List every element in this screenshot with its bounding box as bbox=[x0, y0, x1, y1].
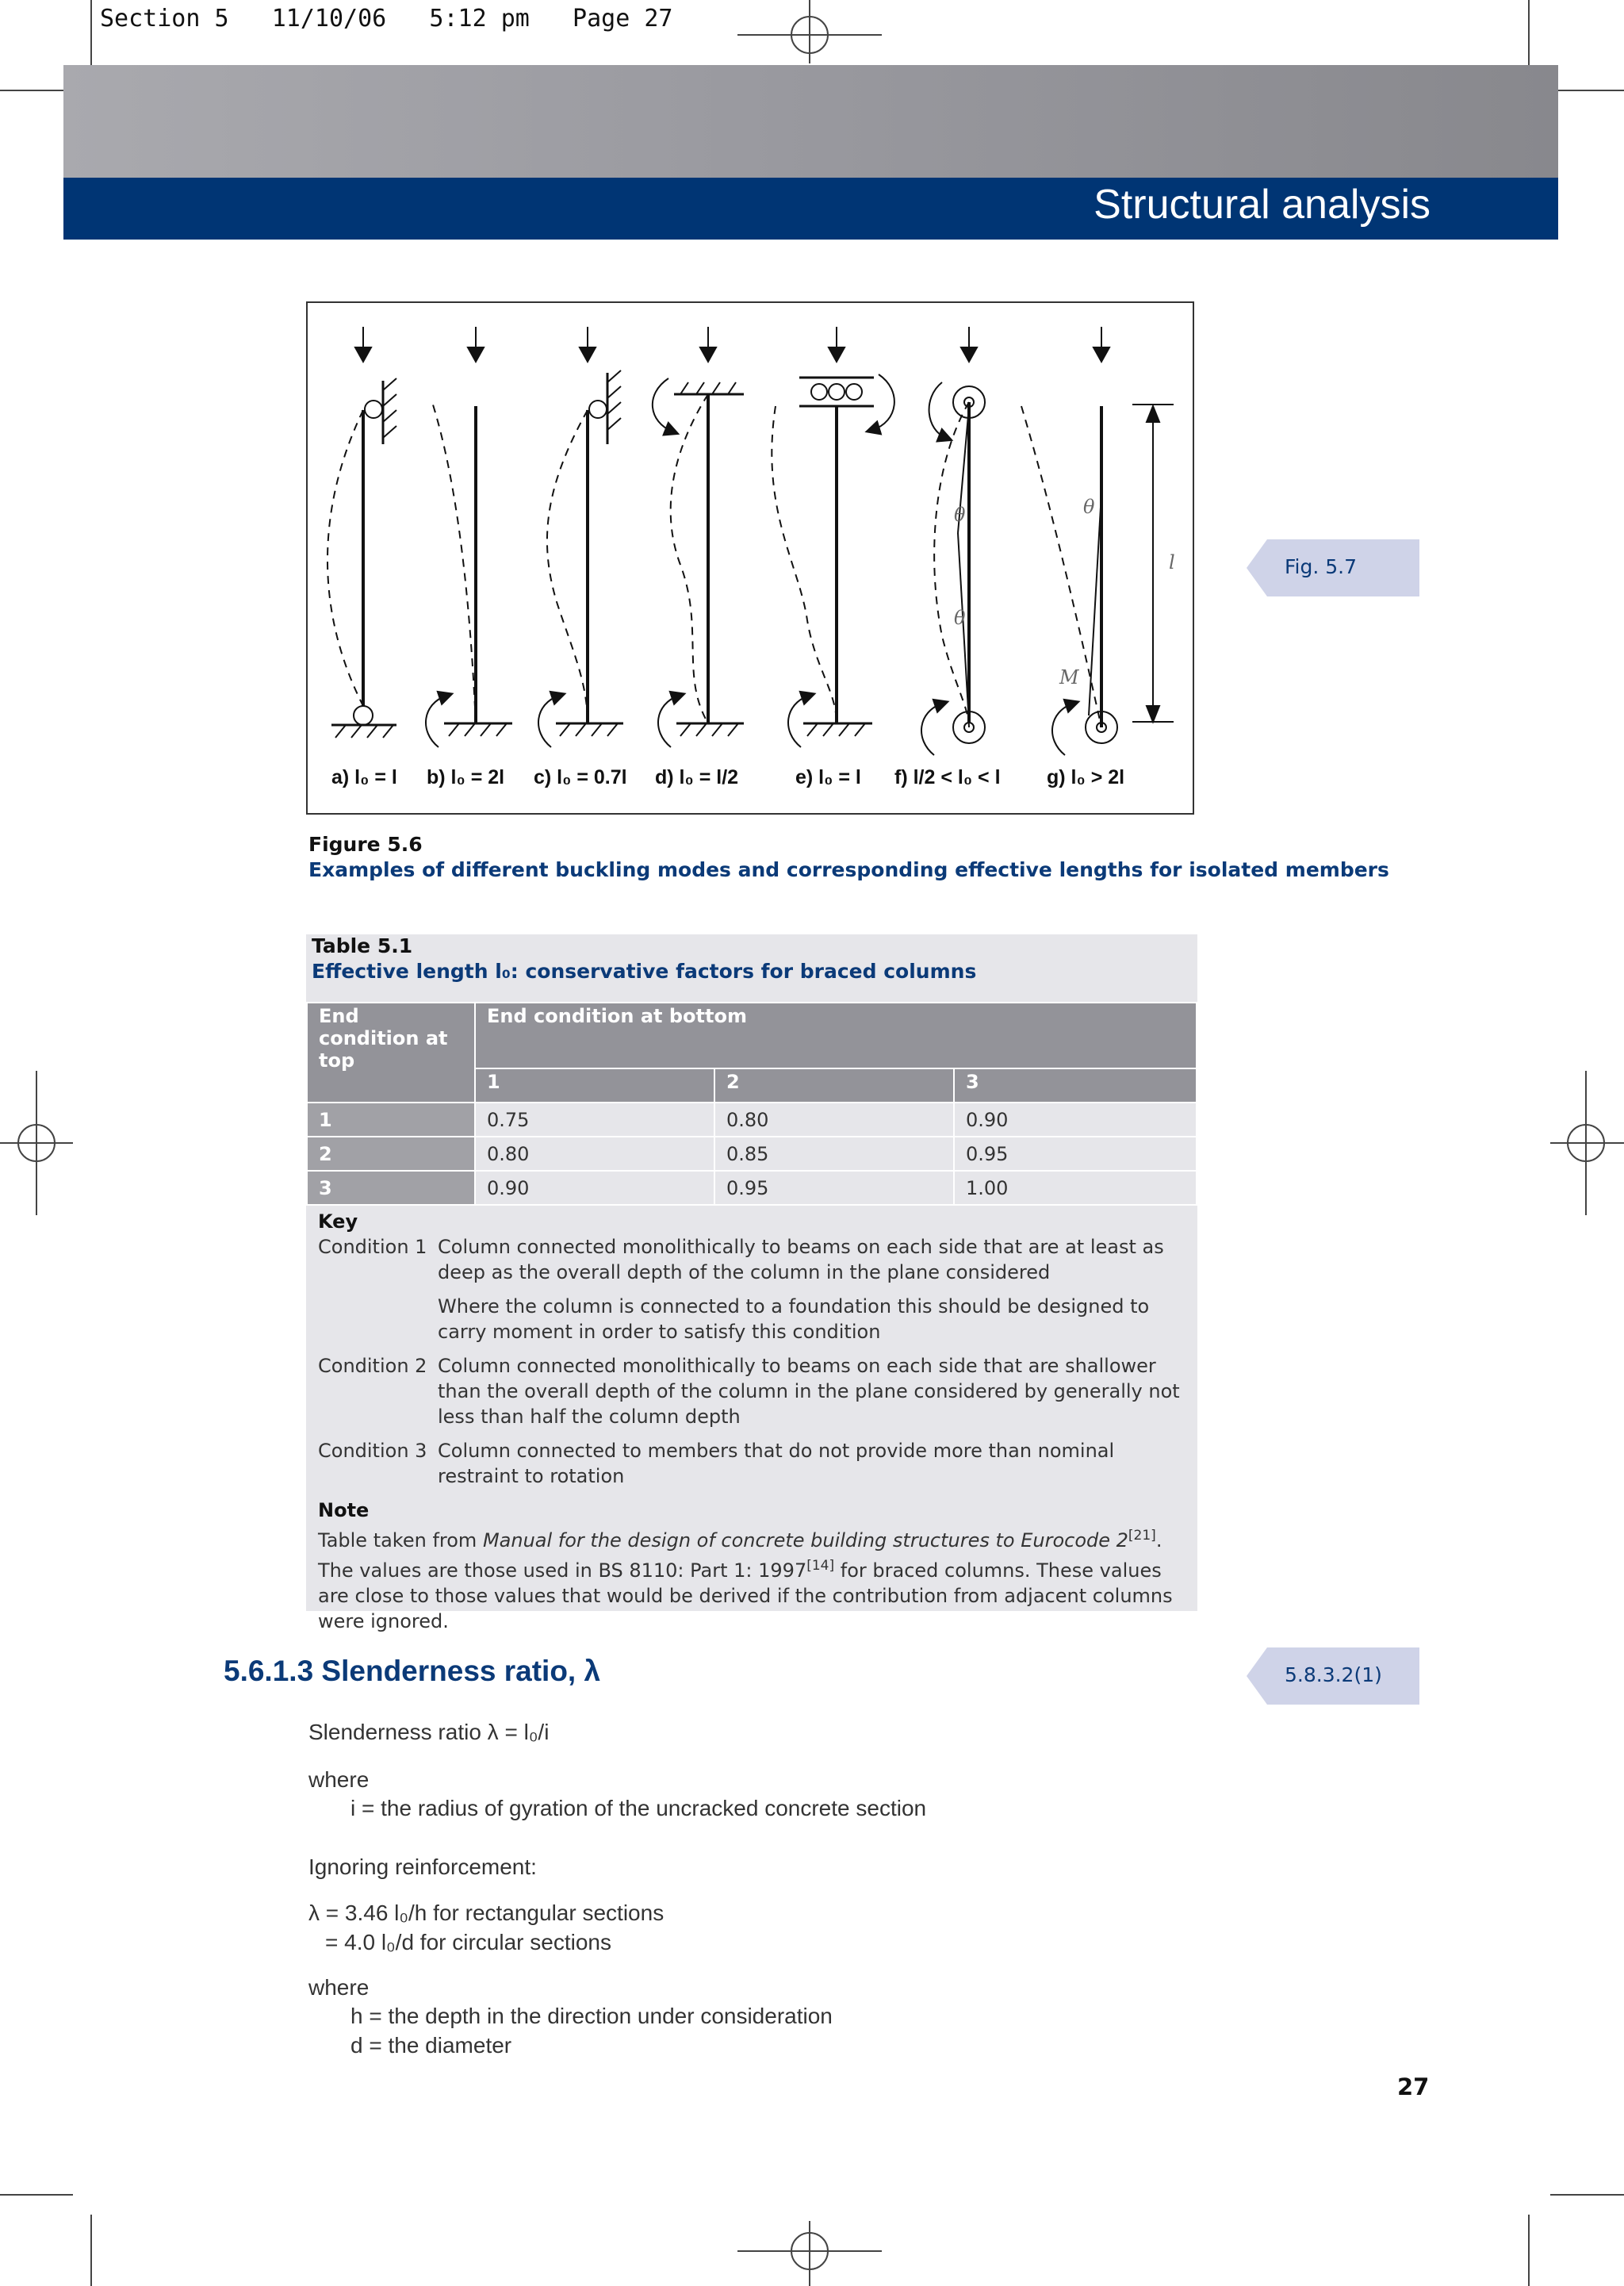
group-header: End condition at bottom bbox=[475, 1003, 1197, 1068]
where-label: where bbox=[308, 1767, 370, 1792]
chapter-title: Structural analysis bbox=[1094, 182, 1431, 228]
table-cell: 0.85 bbox=[714, 1137, 954, 1171]
table-row bbox=[307, 1137, 1197, 1171]
clause-ref-tag bbox=[1267, 1647, 1419, 1705]
column-d bbox=[653, 378, 744, 747]
section-heading: 5.6.1.3 Slenderness ratio, λ bbox=[224, 1655, 601, 1687]
table-cell: 0.75 bbox=[475, 1103, 714, 1137]
column-a bbox=[327, 378, 396, 738]
definition-d: d = the diameter bbox=[350, 2033, 512, 2058]
ignoring-reinforcement: Ignoring reinforcement: bbox=[308, 1854, 537, 1879]
row-header: 1 bbox=[307, 1103, 475, 1137]
figure-ref-tag bbox=[1267, 539, 1419, 596]
definition-h: h = the depth in the direction under consideration bbox=[350, 2004, 833, 2028]
equation-rectangular: λ = 3.46 l₀/h for rectangular sections bbox=[308, 1901, 665, 1925]
key-term: Condition 1 bbox=[318, 1236, 427, 1258]
key-definition: Column connected to members that do not provide more than nominal restraint to rotation bbox=[438, 1440, 1115, 1487]
table-title: Effective length l₀: conservative factors for braced columns bbox=[312, 960, 977, 983]
note-heading: Note bbox=[318, 1499, 370, 1521]
figure-ref-text: Fig. 5.7 bbox=[1285, 555, 1358, 578]
clause-ref-text: 5.8.3.2(1) bbox=[1285, 1663, 1382, 1686]
theta-label: θ bbox=[954, 607, 966, 629]
col-header: 1 bbox=[475, 1068, 714, 1103]
figure-label-a: a) l₀ = l bbox=[331, 766, 397, 788]
page-number: 27 bbox=[1397, 2073, 1430, 2100]
column-e bbox=[772, 374, 894, 747]
tag-arrow bbox=[1247, 1647, 1267, 1705]
key-definition: Column connected monolithically to beams on each side that are at least as deep as the overall depth of the column in the plane considered bbox=[438, 1236, 1164, 1283]
length-label: l bbox=[1169, 551, 1175, 573]
corner-header: End condition at top bbox=[307, 1003, 475, 1103]
row-header: 2 bbox=[307, 1137, 475, 1171]
figure-caption-number: Figure 5.6 bbox=[308, 833, 423, 856]
theta-label: θ bbox=[1083, 496, 1095, 518]
figure-label-c: c) l₀ = 0.7l bbox=[534, 766, 627, 788]
table-cell: 0.80 bbox=[475, 1137, 714, 1171]
col-header: 3 bbox=[954, 1068, 1197, 1103]
table-cell: 1.00 bbox=[954, 1171, 1197, 1205]
table-cell: 0.80 bbox=[714, 1103, 954, 1137]
key-definition: Column connected monolithically to beams on each side that are shallower than the overall depth of the column in the plane considered by generally not less than half the column depth bbox=[438, 1355, 1180, 1428]
definition-i: i = the radius of gyration of the uncracked concrete section bbox=[350, 1796, 927, 1820]
figure-label-f: f) l/2 < l₀ < l bbox=[894, 766, 1001, 788]
print-slug: Section 5 11/10/06 5:12 pm Page 27 bbox=[100, 5, 673, 33]
column-f bbox=[921, 382, 985, 755]
key-definition-extra: Where the column is connected to a foundation this should be designed to carry moment in order to satisfy this condition bbox=[438, 1295, 1150, 1343]
col-header: 2 bbox=[714, 1068, 954, 1103]
row-header: 3 bbox=[307, 1171, 475, 1205]
key-term: Condition 3 bbox=[318, 1440, 427, 1462]
column-b bbox=[426, 402, 512, 747]
table-cell: 0.90 bbox=[954, 1103, 1197, 1137]
buckling-diagram bbox=[308, 303, 1193, 813]
table-cell: 0.95 bbox=[714, 1171, 954, 1205]
figure-label-e: e) l₀ = l bbox=[795, 766, 861, 788]
slenderness-definition: Slenderness ratio λ = l₀/i bbox=[308, 1720, 550, 1744]
effective-length-table bbox=[306, 1002, 1197, 1206]
table-row bbox=[307, 1103, 1197, 1137]
figure-label-g: g) l₀ > 2l bbox=[1047, 766, 1125, 788]
table-number: Table 5.1 bbox=[312, 934, 413, 957]
header-grey-band bbox=[63, 65, 1558, 178]
load-arrows bbox=[355, 327, 1109, 362]
table-cell: 0.95 bbox=[954, 1137, 1197, 1171]
column-g bbox=[1021, 406, 1117, 755]
length-dimension bbox=[1132, 405, 1174, 722]
figure-caption-text: Examples of different buckling modes and corresponding effective lengths for isolated members bbox=[308, 858, 1389, 881]
table-row bbox=[307, 1171, 1197, 1205]
buckling-figure bbox=[306, 301, 1194, 815]
note-text: Table taken from Manual for the design of concrete building structures to Eurocode 2[21]. The values are those used in BS 8110: Part 1: 1997[14] for braced columns. These values are close to those values that would be derived if the contribution from adjacent columns were ignored. bbox=[318, 1528, 1173, 1632]
key-term: Condition 2 bbox=[318, 1355, 427, 1377]
where-label: where bbox=[308, 1975, 370, 2000]
tag-arrow bbox=[1247, 539, 1267, 596]
key-heading: Key bbox=[318, 1210, 358, 1233]
moment-label: M bbox=[1059, 666, 1079, 688]
figure-label-b: b) l₀ = 2l bbox=[427, 766, 505, 788]
theta-label: θ bbox=[954, 504, 966, 526]
column-c bbox=[538, 370, 623, 747]
figure-label-d: d) l₀ = l/2 bbox=[655, 766, 739, 788]
equation-circular: = 4.0 l₀/d for circular sections bbox=[325, 1930, 611, 1954]
table-cell: 0.90 bbox=[475, 1171, 714, 1205]
